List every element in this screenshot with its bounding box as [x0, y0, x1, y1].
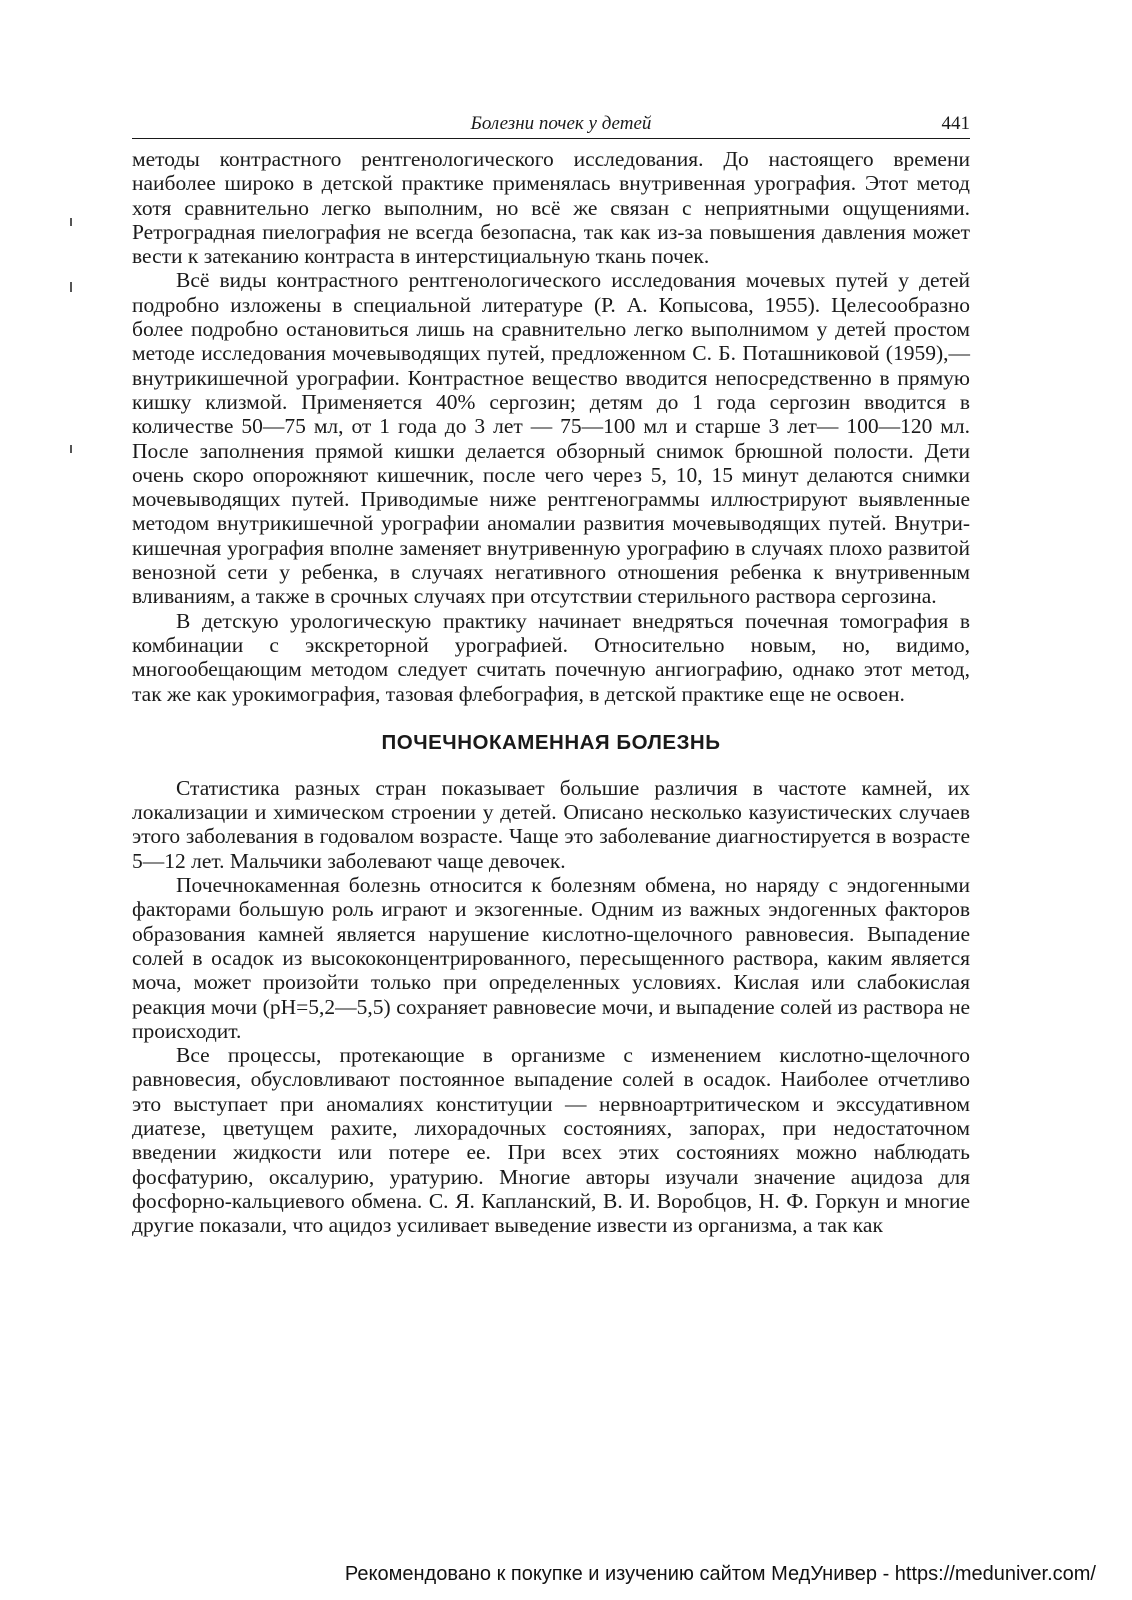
running-head-title: Болезни почек у детей — [470, 113, 652, 134]
scan-margin-mark — [70, 282, 72, 292]
page-number: 441 — [941, 113, 970, 134]
book-page — [132, 112, 970, 1237]
paragraph: Всё виды контрастного рентгенологического исследования мочевых путей у детей подробно изложены в специальной литературе (Р. А. Копысова, 1955). Целесообразно более подробно остановиться лишь на сравнительно легко выполнимом у детей простом методе исследования мочевыводящих путей, предложенном С. Б. Поташниковой (1959),— внутрикишечной урографии. Контрастное вещество вводится непосредственно в прямую кишку клизмой. Применяется 40% сергозин; детям до 1 года сергозин вводится в количестве 50—75 мл, от 1 года до 3 лет — 75—100 мл и старше 3 лет— 100—120 мл. После заполнения прямой кишки делается обзорный снимок брюшной полости. Дети очень скоро опорожняют кишечник, после чего через 5, 10, 15 минут делаются снимки мочевыводящих путей. Приводимые ниже рентгенограммы иллюстрируют выявленные методом внутрикишечной урографии аномалии развития мочевыводящих путей. Внутрикишечная урография вполне заменяет внутривенную урографию в случаях плохо развитой венозной сети у ребенка, в случаях негативного отношения ребенка к внутривенным вливаниям, а также в срочных случаях при отсутствии стерильного раствора сергозина. — [132, 268, 970, 609]
paragraph-continued: методы контрастного рентгенологического исследования. До настоящего времени наиболее широко в детской практике применялась внутривенная урография. Этот метод хотя сравнительно легко выполним, но всё же связан с неприятными ощущениями. Ретроградная пиелография не всегда безопасна, так как из-за повышения давления может вести к затеканию контраста в интерстициальную ткань почек. — [132, 147, 970, 269]
footer-link-text: Рекомендовано к покупке и изучению сайтом МедУнивер - https://meduniver.com/ — [344, 1563, 1096, 1585]
paragraph: В детскую урологическую практику начинает внедряться почечная томография в комбинации с экскреторной урографией. Относительно новым, но, видимо, многообещающим методом следует считать почечную ангиографию, однако этот метод, так же как урокимография, тазовая флебография, в детской практике еще не освоен. — [132, 608, 970, 706]
scan-margin-mark — [70, 218, 72, 226]
section-heading: ПОЧЕЧНОКАМЕННАЯ БОЛЕЗНЬ — [381, 730, 721, 754]
paragraph: Почечнокаменная болезнь относится к болезням обмена, но наряду с эндогенными факторами большую роль играют и экзогенные. Одним из важных эндогенных факторов образования камней является нарушение кислотно-щелочного равновесия. Выпадение солей в осадок из высококонцентрированного, пересыщенного раствора, каким является моча, может произойти только при определенных условиях. Кислая или слабокислая реакция мочи (pH=5,2—5,5) сохраняет равновесие мочи, и выпадение солей из раствора не происходит. — [132, 873, 970, 1043]
paragraph: Все процессы, протекающие в организме с изменением кислотно-щелочного равновесия, обусловливают постоянное выпадение солей в осадок. Наиболее отчетливо это выступает при аномалиях конституции — нервноартритическом и экссудативном диатезе, цветущем рахите, лихорадочных состояниях, запорах, при недостаточном введении жидкости или потере ее. При всех этих состояниях можно наблюдать фосфатурию, оксалурию, уратурию. Многие авторы изучали значение ацидоза для фосфорно-кальциевого обмена. С. Я. Капланский, В. И. Воробцов, Н. Ф. Горкун и многие другие показали, что ацидоз усиливает выведение извести из организма, а так как — [132, 1043, 970, 1238]
scan-margin-mark — [70, 445, 72, 453]
running-head — [132, 112, 970, 139]
paragraph: Статистика разных стран показывает большие различия в частоте камней, их локализации и химическом строении у детей. Описано несколько казуистических случаев этого заболевания в годовалом возрасте. Чаще это заболевание диагностируется в возрасте 5—12 лет. Мальчики заболевают чаще девочек. — [132, 775, 970, 873]
